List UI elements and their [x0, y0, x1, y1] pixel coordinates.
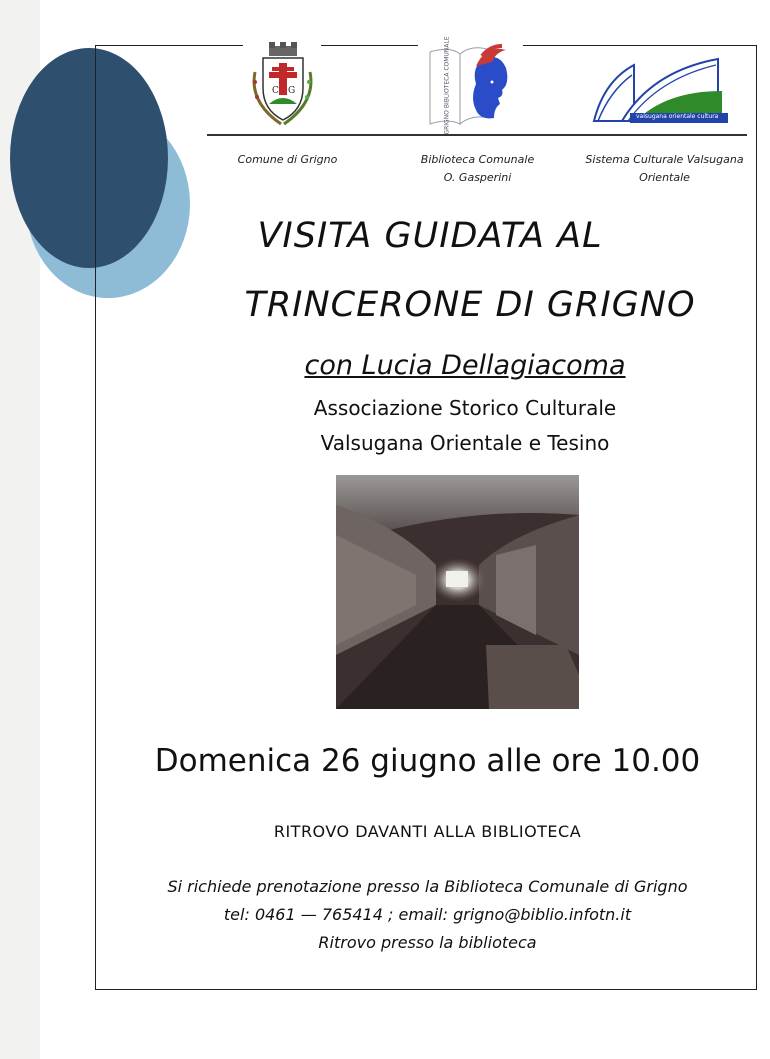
sistema-caption: [572, 151, 757, 187]
association-line1: Associazione Storico Culturale: [313, 396, 617, 420]
comune-caption: Comune di Grigno: [237, 153, 338, 166]
biblioteca-side-text: [444, 36, 451, 134]
side-text-grigno: GRIGNO: [443, 110, 451, 135]
association-line2: Valsugana Orientale e Tesino: [320, 431, 610, 455]
tunnel-photo: [336, 475, 579, 709]
sistema-band-text: valsugana orientale cultura: [636, 113, 719, 120]
title-line2: TRINCERONE DI GRIGNO: [244, 285, 696, 325]
sistema-caption-line2: Orientale: [639, 171, 690, 184]
frame-edge: [95, 47, 98, 297]
crest-letter-g: G: [288, 86, 296, 96]
biblioteca-caption: [405, 151, 550, 187]
title-line1: VISITA GUIDATA AL: [257, 216, 603, 256]
event-date: Domenica 26 giugno alle ore 10.00: [154, 743, 701, 779]
tunnel-photo-icon: [336, 475, 579, 709]
biblioteca-logo: [410, 36, 522, 135]
header-rule: [207, 134, 747, 136]
comune-logo: [245, 42, 320, 130]
meeting-point: RITROVO DAVANTI ALLA BIBLIOTECA: [273, 822, 582, 841]
info-line1: Si richiede prenotazione presso la Biblioteca Comunale di Grigno: [167, 877, 688, 896]
coat-of-arms-icon: [245, 42, 320, 130]
info-line2: tel: 0461 — 765414 ; email: grigno@biblio.infotn.it: [223, 905, 632, 924]
info-line3: Ritrovo presso la biblioteca: [318, 933, 537, 952]
speaker-name: con Lucia Dellagiacoma: [304, 350, 626, 381]
sistema-caption-line1: Sistema Culturale Valsugana: [585, 153, 744, 166]
side-text-biblioteca: BIBLIOTECA COMUNALE: [443, 36, 451, 109]
sistema-culturale-logo: [592, 55, 728, 127]
biblioteca-caption-line2: O. Gasperini: [443, 171, 512, 184]
biblioteca-profile-icon: [410, 42, 522, 135]
crest-letter-c: C: [272, 86, 279, 96]
biblioteca-caption-line1: Biblioteca Comunale: [420, 153, 535, 166]
